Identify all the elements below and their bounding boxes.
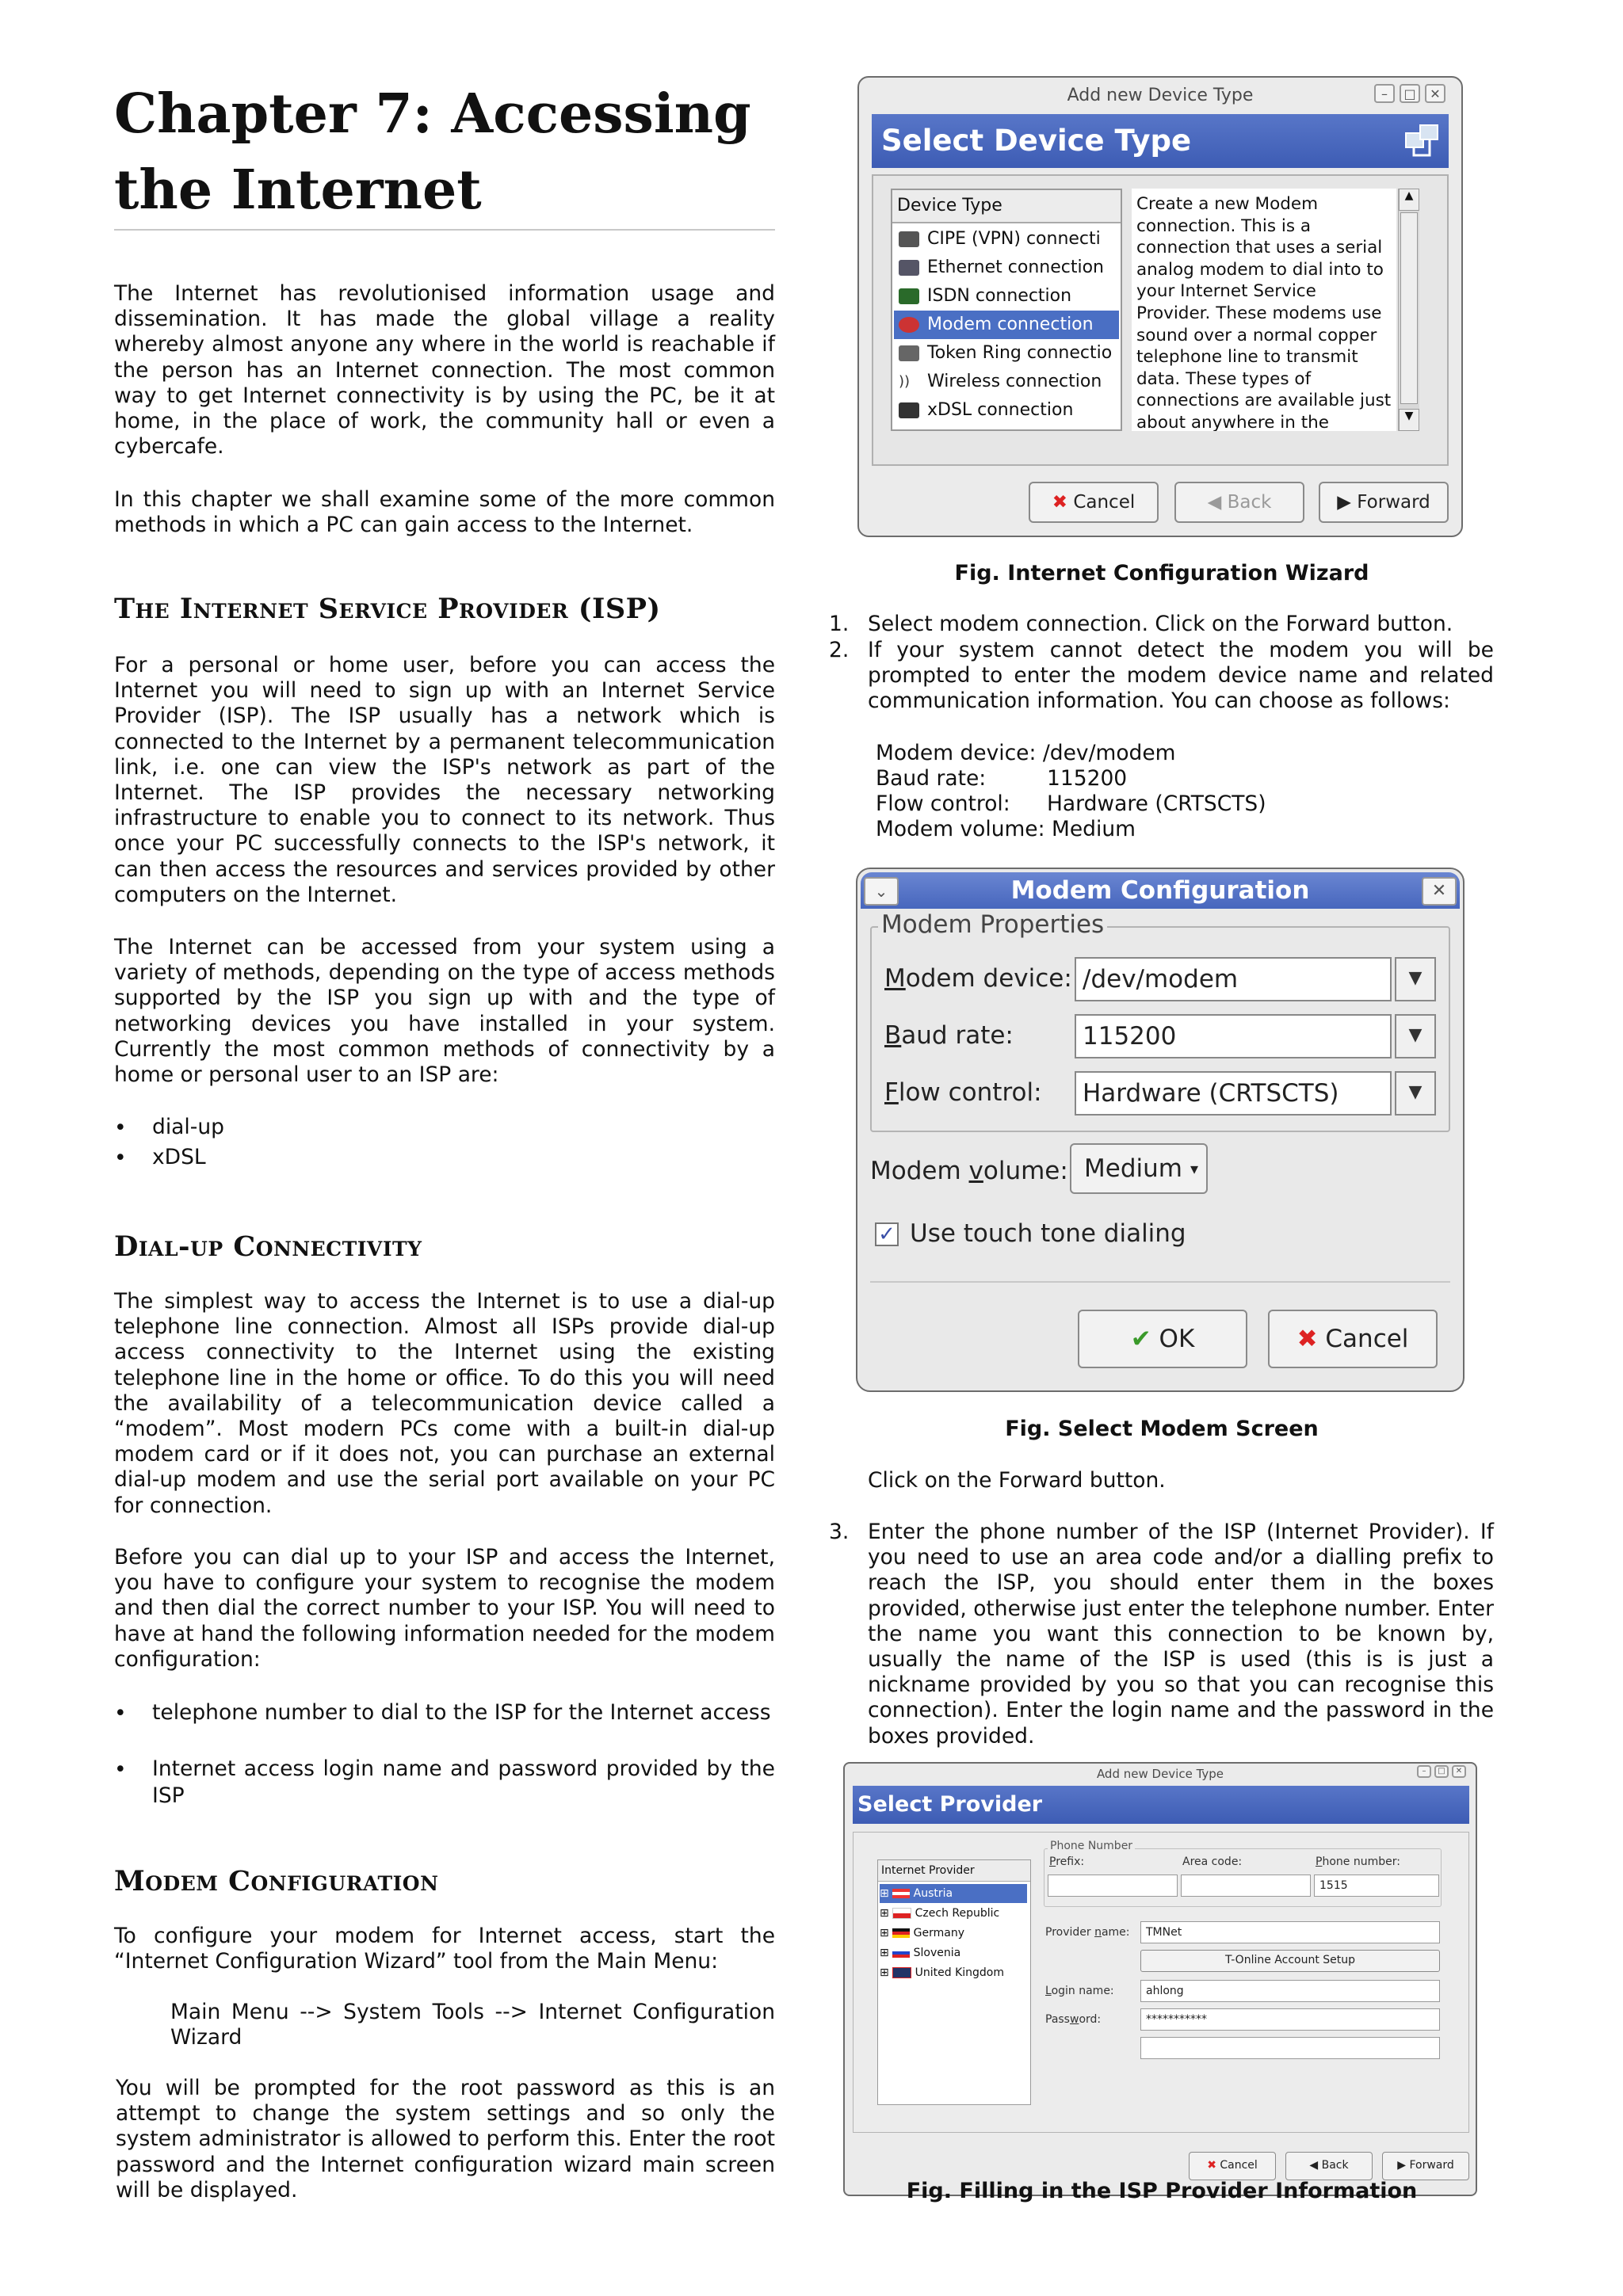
forward-arrow-icon: ▶ (1397, 2159, 1406, 2172)
minimize-icon[interactable]: – (1374, 84, 1395, 103)
close-icon[interactable]: ✕ (1452, 1765, 1466, 1778)
step-1-text: Select modem connection. Click on the Forward button. (868, 612, 1453, 636)
modem-config-heading: Modem Configuration (114, 1865, 439, 1897)
modem-device-label: Modem device: (884, 964, 1072, 993)
phone-number-group (1044, 1840, 1442, 1907)
scroll-up-icon[interactable]: ▲ (1399, 189, 1419, 211)
step-number: 3. (829, 1520, 850, 1544)
modem-config-paragraph-2: You will be prompted for the root password as this is an attempt to change the system settings and so only the system administrator is allowed to perform this. Enter the root password and the Internet configuration wizard main screen will be displayed. (116, 2076, 775, 2203)
area-code-label: Area code: (1182, 1855, 1243, 1868)
expand-icon: ⊞ (880, 1927, 893, 1939)
list-item[interactable]: ⊞ United Kingdom (880, 1966, 1005, 1979)
prefix-field[interactable] (1048, 1875, 1178, 1897)
t-online-setup-button[interactable]: T-Online Account Setup (1140, 1950, 1440, 1972)
dialog-header: Select Provider (853, 1786, 1469, 1824)
figure-caption-1: Fig. Internet Configuration Wizard (954, 561, 1369, 585)
list-item[interactable]: xDSL connection (899, 396, 1073, 425)
wireless-icon: )) (899, 373, 911, 390)
scroll-down-icon[interactable]: ▼ (1399, 409, 1419, 431)
menu-icon[interactable]: ⌄ (864, 877, 899, 906)
login-name-field[interactable]: ahlong (1140, 1980, 1440, 2002)
password-confirm-field[interactable] (1140, 2037, 1440, 2059)
select-provider-dialog (843, 1762, 1477, 2196)
list-header[interactable]: Internet Provider (878, 1860, 1030, 1882)
step-number: 1. (829, 612, 850, 636)
dialup-paragraph-2: Before you can dial up to your ISP and access the Internet, you have to configure your system to recognise the modem and then dial the correct number to your ISP. You will need to have at hand the following information needed for the modem configuration: (114, 1545, 775, 1672)
list-item[interactable]: ⊞ Czech Republic (880, 1907, 1000, 1920)
bullet-icon: • (114, 1757, 127, 1782)
intro-paragraph-2: In this chapter we shall examine some of the more common methods in which a PC can gain access to the Internet. (114, 487, 775, 538)
close-icon[interactable]: ✕ (1422, 877, 1457, 906)
scroll-thumb[interactable] (1400, 212, 1418, 404)
list-item (114, 1756, 775, 1811)
dialog-titlebar (861, 872, 1460, 909)
chevron-down-icon[interactable]: ▼ (1395, 1071, 1436, 1116)
provider-list[interactable] (877, 1859, 1031, 2105)
list-item[interactable]: ISDN connection (899, 282, 1071, 311)
dialog-title: Modem Configuration (1010, 876, 1310, 905)
back-arrow-icon: ◀ (1309, 2159, 1319, 2172)
bullet-icon: • (114, 1146, 127, 1170)
flow-control-field[interactable]: Hardware (CRTSCTS) (1075, 1071, 1392, 1116)
provider-name-label: Provider name: (1045, 1926, 1130, 1939)
checkmark-icon: ✔ (1130, 1325, 1151, 1353)
prefix-label: Prefix: (1049, 1855, 1085, 1868)
menu-path: Main Menu --> System Tools --> Internet Configuration Wizard (170, 2000, 775, 2050)
flow-control-label: Flow control: (884, 1078, 1042, 1107)
device-type-list[interactable] (891, 189, 1122, 431)
list-item[interactable]: CIPE (VPN) connecti (899, 225, 1101, 254)
list-item[interactable]: ⊞ Germany (880, 1927, 964, 1939)
baud-rate-field[interactable]: 115200 (1075, 1014, 1392, 1058)
list-item-selected[interactable]: Modem connection (894, 311, 1119, 339)
bullet-icon: • (114, 1701, 127, 1726)
list-item[interactable]: ⊞ Slovenia (880, 1947, 961, 1959)
touch-tone-label: Use touch tone dialing (910, 1219, 1186, 1248)
scrollbar[interactable] (1398, 189, 1419, 431)
login-name-label: Login name: (1045, 1985, 1114, 1997)
touch-tone-checkbox[interactable]: ✓ (875, 1222, 899, 1246)
czech-flag-icon (892, 1908, 911, 1919)
list-item[interactable]: )) Wireless connection (899, 372, 1102, 391)
cancel-button[interactable]: ✖ Cancel (1029, 482, 1159, 523)
chevron-down-icon[interactable]: ▼ (1395, 957, 1436, 1001)
expand-icon: ⊞ (880, 1887, 893, 1900)
dialog-titlebar: Add new Device Type (1096, 1767, 1224, 1781)
cancel-icon: ✖ (1207, 2159, 1216, 2172)
baud-rate-label: Baud rate: (884, 1021, 1014, 1050)
slovenia-flag-icon (892, 1948, 910, 1958)
list-item (114, 1114, 775, 1142)
back-arrow-icon: ◀ (1207, 492, 1222, 513)
title-divider (114, 229, 775, 231)
bullet-text: telephone number to dial to the ISP for the Internet access (152, 1700, 771, 1725)
step-3-text: Enter the phone number of the ISP (Internet Provider). If you need to use an area code and/or a dialling prefix to reach the ISP, you should enter them in the boxes provided, otherwise just enter the telephone number. Enter the name you want this connection to be known by, usually the name of the ISP is used (this is is just a nickname provided by you so that you can recognise this connection). Enter the login name and the password in the boxes provided. (868, 1520, 1494, 1749)
expand-icon: ⊞ (880, 1907, 893, 1920)
forward-arrow-icon: ▶ (1337, 492, 1351, 513)
figure-caption-3: Fig. Filling in the ISP Provider Information (906, 2179, 1418, 2203)
modem-icon (899, 317, 919, 333)
step-number: 2. (829, 638, 850, 662)
minimize-icon[interactable]: – (1417, 1765, 1431, 1778)
list-item (114, 1699, 775, 1755)
cancel-icon: ✖ (1296, 1325, 1318, 1353)
group-label: Modem Properties (878, 910, 1107, 939)
setting-row: Flow control: Hardware (CRTSCTS) (876, 791, 1266, 816)
cipe-icon (899, 231, 919, 247)
phone-number-field[interactable]: 1515 (1314, 1875, 1439, 1897)
device-description: Create a new Modem connection. This is a connection that uses a serial analog modem to dial into to your Internet Service Provider. These modems use sound over a normal copper telephone line to transmit data. These types of connections are available just about anywhere in the (1132, 189, 1396, 431)
germany-flag-icon (892, 1928, 910, 1938)
dialup-paragraph-1: The simplest way to access the Internet is to use a dial-up telephone line connection. Almost all ISPs provide dial-up access connectivity to the Internet using the existing telephone line in the home or office. To do this you will need the availability of a telecommunication device called a “modem”. Most modern PCs come with a built-in dial-up modem card or if it does not, you can purchase an external dial-up modem and use the serial port available on your PC for connection. (114, 1289, 775, 1518)
modem-volume-select[interactable]: Medium ▾ (1070, 1143, 1208, 1194)
cancel-button[interactable]: ✖ Cancel (1268, 1310, 1438, 1368)
token-ring-icon (899, 345, 919, 361)
modem-device-field[interactable]: /dev/modem (1075, 957, 1392, 1001)
close-icon[interactable]: ✕ (1425, 84, 1445, 103)
austria-flag-icon (892, 1889, 910, 1898)
bullet-icon: • (114, 1116, 127, 1140)
ethernet-icon (899, 260, 919, 276)
list-item[interactable]: Ethernet connection (899, 254, 1104, 282)
setting-row: Modem volume: Medium (876, 817, 1136, 841)
password-field[interactable]: *********** (1140, 2008, 1440, 2031)
list-item (114, 1144, 775, 1172)
device-type-dialog (857, 76, 1463, 537)
modem-config-paragraph-1: To configure your modem for Internet access, start the “Internet Configuration Wizard” tool from the Main Menu: (114, 1924, 775, 1974)
bullet-text: Internet access login name and password provided by the ISP (152, 1756, 775, 1808)
maximize-icon[interactable]: □ (1434, 1765, 1449, 1778)
step-2-text: If your system cannot detect the modem you will be prompted to enter the modem device name and related communication information. You can choose as follows: (868, 638, 1494, 714)
figure-caption-2: Fig. Select Modem Screen (1005, 1417, 1319, 1441)
setting-row: Modem device: /dev/modem (876, 741, 1176, 765)
uk-flag-icon (892, 1967, 911, 1978)
list-header[interactable]: Device Type (892, 190, 1121, 223)
intro-paragraph-1: The Internet has revolutionised information usage and dissemination. It has made the global village a reality whereby almost anyone any where in the world is reachable if the person has an Internet connection. The most common way to get Internet connectivity is by using the PC, be it at home, in the place of work, the community hall or even a cybercafe. (114, 281, 775, 460)
isp-paragraph-1: For a personal or home user, before you can access the Internet you will need to sign up with an Internet Service Provider (ISP). The ISP usually has a network which is connected to the Internet by a permanent telecommunication link, i.e. one can view the ISP's network as part of the Internet. The ISP provides the necessary networking infrastructure to enable you to connect to its network. Thus once your PC successfully connects to the ISP's network, it can then access the resources and services provided by other computers on the Internet. (114, 653, 775, 907)
chevron-down-icon: ▾ (1190, 1159, 1198, 1178)
dialog-titlebar: Add new Device Type (1067, 86, 1254, 105)
back-button[interactable]: ◀ Back (1174, 482, 1304, 523)
setting-row: Baud rate: 115200 (876, 766, 1128, 791)
modem-volume-label: Modem volume: (870, 1157, 1068, 1185)
cancel-button[interactable]: ✖ Cancel (1189, 2152, 1276, 2180)
maximize-icon[interactable]: □ (1400, 84, 1420, 103)
divider (870, 1281, 1450, 1283)
password-label: Password: (1045, 2013, 1102, 2026)
network-icon (1403, 122, 1441, 160)
isp-heading: The Internet Service Provider (ISP) (114, 593, 661, 625)
expand-icon: ⊞ (880, 1966, 893, 1979)
isp-paragraph-2: The Internet can be accessed from your system using a variety of methods, depending on the type of access methods supported by the ISP you sign up with and the type of networking devices you have installed in your system. Currently the most common methods of connectivity by a home or personal user to an ISP are: (114, 935, 775, 1088)
header-title: Select Device Type (881, 124, 1192, 158)
cancel-icon: ✖ (1052, 492, 1068, 513)
forward-button[interactable]: ▶ Forward (1382, 2152, 1469, 2180)
forward-button[interactable]: ▶ Forward (1319, 482, 1449, 523)
ok-button[interactable]: ✔ OK (1078, 1310, 1247, 1368)
bullet-text: dial-up (152, 1115, 224, 1139)
provider-name-field[interactable]: TMNet (1140, 1921, 1440, 1943)
chapter-title: Chapter 7: Accessing the Internet (114, 82, 751, 222)
modem-config-dialog (856, 868, 1465, 1392)
area-code-field[interactable] (1181, 1875, 1311, 1897)
expand-icon: ⊞ (880, 1947, 893, 1959)
after-figure-text: Click on the Forward button. (868, 1468, 1166, 1493)
phone-number-label: Phone number: (1316, 1855, 1400, 1868)
dialog-body (872, 174, 1449, 466)
group-label: Phone Number (1048, 1840, 1135, 1852)
dialog-header (872, 114, 1449, 168)
chevron-down-icon[interactable]: ▼ (1395, 1014, 1436, 1058)
bullet-text: xDSL (152, 1145, 206, 1169)
dialog-body (853, 1832, 1469, 2133)
isdn-icon (899, 288, 919, 304)
list-item-selected[interactable]: ⊞ Austria (880, 1884, 1027, 1903)
xdsl-icon (899, 402, 919, 418)
back-button[interactable]: ◀ Back (1285, 2152, 1373, 2180)
dialup-heading: Dial-up Connectivity (114, 1230, 422, 1263)
list-item[interactable]: Token Ring connectio (899, 339, 1112, 368)
